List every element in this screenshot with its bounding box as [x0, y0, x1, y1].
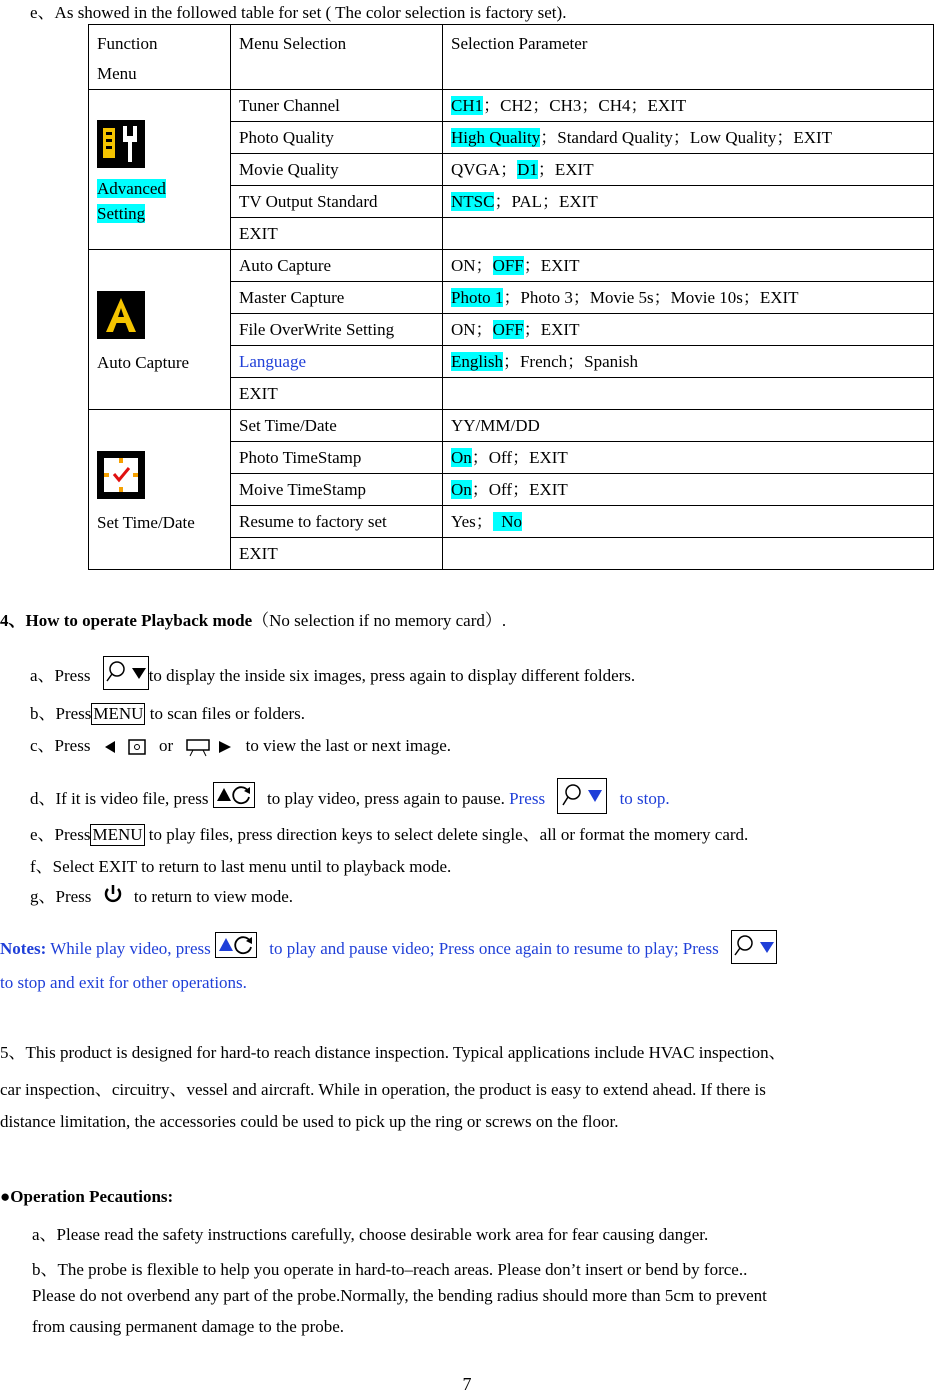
power-icon [102, 883, 124, 905]
selection-parameter-cell: QVGA；D1；EXIT [443, 154, 934, 186]
stop-zoom-down-button-icon [731, 930, 777, 964]
menu-key: MENU [93, 704, 144, 723]
step-f: f、Select EXIT to return to last menu until to playback mode. [30, 857, 452, 876]
menu-selection-cell: Photo TimeStamp [231, 442, 443, 474]
menu-selection-cell: EXIT [231, 378, 443, 410]
selection-parameter-cell: NTSC；PAL；EXIT [443, 186, 934, 218]
section5-line1: 5、This product is designed for hard-to reach distance inspection. Typical applications include HVAC inspection、 [0, 1043, 786, 1062]
step-c: c、Press or to view the last or next image. [30, 731, 451, 757]
page-number: 7 [462, 1374, 472, 1394]
menu-selection-cell: Master Capture [231, 282, 443, 314]
step-d: d、If it is video file, press to play video, press again to pause. Press to stop. [30, 778, 670, 814]
menu-selection-cell: File OverWrite Setting [231, 314, 443, 346]
selection-parameter-cell: ON；OFF；EXIT [443, 314, 934, 346]
precautions-title: ●Operation Pecautions: [0, 1187, 174, 1206]
step-e: e、Press MENU to play files, press direction keys to select delete single、all or format the momery card. [30, 825, 749, 844]
selection-parameter-cell [443, 378, 934, 410]
menu-selection-cell: EXIT [231, 218, 443, 250]
selection-parameter-cell: YY/MM/DD [443, 410, 934, 442]
menu-selection-cell: Language [231, 346, 443, 378]
menu-selection-cell: Set Time/Date [231, 410, 443, 442]
function-menu-cell: Advanced Setting [89, 90, 231, 250]
menu-selection-cell: Auto Capture [231, 250, 443, 282]
selection-parameter-cell [443, 538, 934, 570]
notes-line1: Notes: While play video, press to play and pause video; Press once again to resume to play; Press [0, 930, 777, 964]
step-b: b、Press MENU to scan files or folders. [30, 704, 306, 723]
table-row [89, 410, 934, 442]
left-photo-button-icon [103, 737, 147, 757]
tools-icon [97, 120, 222, 168]
menu-selection-cell: Resume to factory set [231, 506, 443, 538]
step-a: a、Press to display the inside six images, press again to display different folders. [30, 656, 635, 690]
zoom-down-button-icon [103, 656, 149, 690]
step-g: g、Press to return to view mode. [30, 882, 293, 907]
precaution-a: a、Please read the safety instructions carefully, choose desirable work area for fear causing danger. [32, 1225, 709, 1244]
selection-parameter-cell: Photo 1；Photo 3；Movie 5s；Movie 10s；EXIT [443, 282, 934, 314]
selection-parameter-cell: ON；OFF；EXIT [443, 250, 934, 282]
menu-selection-cell: Photo Quality [231, 122, 443, 154]
selection-parameter-cell: English；French；Spanish [443, 346, 934, 378]
section5-line2: car inspection、circuitry、vessel and aircraft. While in operation, the product is easy to extend ahead. If there is [0, 1080, 766, 1099]
menu-key: MENU [92, 825, 143, 844]
selection-parameter-cell [443, 218, 934, 250]
selection-parameter-cell: CH1；CH2；CH3；CH4；EXIT [443, 90, 934, 122]
menu-selection-cell: Movie Quality [231, 154, 443, 186]
header-selection-parameter: Selection Parameter [443, 25, 934, 90]
stop-zoom-down-button-icon [557, 778, 607, 814]
selection-parameter-cell: Yes； No [443, 506, 934, 538]
play-up-button-icon [215, 932, 257, 958]
menu-selection-cell: TV Output Standard [231, 186, 443, 218]
intro-text: e、As showed in the followed table for set ( The color selection is factory set). [30, 3, 567, 22]
section5-line3: distance limitation, the accessories could be used to pick up the ring or screws on the floor. [0, 1112, 619, 1131]
section4-title: 4、How to operate Playback mode（No selection if no memory card）. [0, 611, 507, 630]
function-menu-cell: Auto Capture [89, 250, 231, 410]
header-function-menu: Function Menu [89, 25, 231, 90]
precaution-b2: Please do not overbend any part of the probe.Normally, the bending radius should more than 5cm to prevent [32, 1286, 767, 1305]
table-row [89, 250, 934, 282]
precaution-b3: from causing permanent damage to the probe. [32, 1317, 345, 1336]
clock-icon [97, 451, 222, 499]
table-row [89, 90, 934, 122]
function-menu-cell: Set Time/Date [89, 410, 231, 570]
menu-selection-cell: EXIT [231, 538, 443, 570]
selection-parameter-cell: On；Off；EXIT [443, 442, 934, 474]
right-video-button-icon [185, 737, 233, 757]
auto-capture-icon [97, 291, 222, 339]
selection-parameter-cell: On；Off；EXIT [443, 474, 934, 506]
play-up-button-icon [213, 782, 255, 808]
menu-selection-cell: Moive TimeStamp [231, 474, 443, 506]
notes-line2: to stop and exit for other operations. [0, 973, 247, 992]
header-menu-selection: Menu Selection [231, 25, 443, 90]
settings-table [88, 24, 934, 570]
table-header-row [89, 25, 934, 90]
precaution-b1: b、The probe is flexible to help you operate in hard-to–reach areas. Please don’t insert or bend by force.. [32, 1260, 748, 1279]
selection-parameter-cell: High Quality；Standard Quality；Low Quality；EXIT [443, 122, 934, 154]
menu-selection-cell: Tuner Channel [231, 90, 443, 122]
